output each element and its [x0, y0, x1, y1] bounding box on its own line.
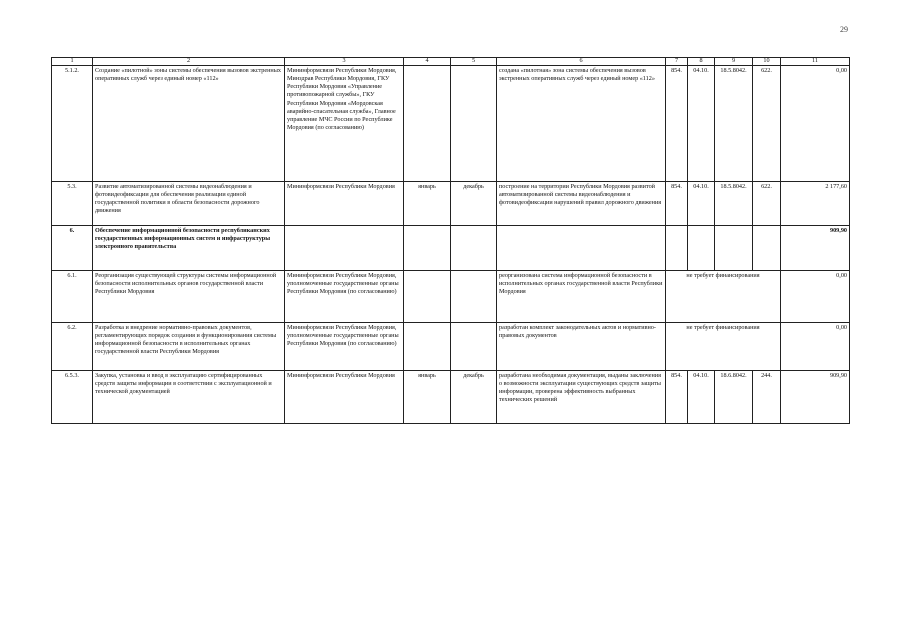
expected-result: создана «пилотная» зона системы обеспечения вызовов экстренных оперативных служб через единый номер «112»: [497, 65, 666, 181]
expected-result: реорганизована система информационной безопасности в исполнительных органах государственной власти Республики Мордовия: [497, 270, 666, 322]
executor: Мининформсвязи Республики Мордовия: [285, 181, 404, 225]
column-header: 5: [451, 58, 497, 66]
row-number: 6.1.: [52, 270, 93, 322]
measure-name: Реорганизация существующей структуры системы информационной безопасности исполнительных органов государственной власти Республики Мордовия: [93, 270, 285, 322]
column-header: 1: [52, 58, 93, 66]
budget-code-10: 622.: [753, 181, 781, 225]
budget-code-7: 854.: [666, 370, 688, 423]
column-header: 4: [404, 58, 451, 66]
start-period: [404, 65, 451, 181]
budget-code-10: [753, 225, 781, 270]
table-row: [52, 322, 850, 370]
budget-code-7: 854.: [666, 181, 688, 225]
budget-code-8: 04.10.: [688, 370, 715, 423]
amount: 2 177,60: [781, 181, 850, 225]
measure-name: Закупка, установка и ввод в эксплуатацию сертифицированных средств защиты информации в соответствии с эксплуатационной и технической документацией: [93, 370, 285, 423]
expected-result: [497, 225, 666, 270]
budget-code-8: [688, 225, 715, 270]
financing-note: не требует финансирования: [666, 322, 781, 370]
column-header: 2: [93, 58, 285, 66]
row-number: 6.: [52, 225, 93, 270]
start-period: [404, 225, 451, 270]
executor: Мининформсвязи Республики Мордовия, уполномоченные государственные органы Республики Мордовия (по согласованию): [285, 270, 404, 322]
executor: [285, 225, 404, 270]
end-period: [451, 322, 497, 370]
budget-code-9: 18.5.8042.: [715, 65, 753, 181]
measure-name: Создание «пилотной» зоны системы обеспечения вызовов экстренных оперативных служб через единый номер «112»: [93, 65, 285, 181]
end-period: декабрь: [451, 370, 497, 423]
row-number: 5.3.: [52, 181, 93, 225]
column-header: 6: [497, 58, 666, 66]
budget-code-9: 18.5.8042.: [715, 181, 753, 225]
executor: Мининформсвязи Республики Мордовия: [285, 370, 404, 423]
table-row: [52, 225, 850, 270]
expected-result: разработана необходимая документация, выданы заключения о возможности эксплуатации существующих средств защиты информации, проверена эффективность выбранных технических решений: [497, 370, 666, 423]
row-number: 5.1.2.: [52, 65, 93, 181]
amount: 909,90: [781, 225, 850, 270]
start-period: [404, 270, 451, 322]
end-period: [451, 225, 497, 270]
column-header: 10: [753, 58, 781, 66]
executor: Мининформсвязи Республики Мордовия, Минздрав Республики Мордовия, ГКУ Республики Мордовия «Управление противопожарной службы», ГКУ Республики Мордовия «Мордовская аварийно-спасательная служба», Главное управление МЧС России по Республике Мордовия (по согласованию): [285, 65, 404, 181]
budget-code-9: 18.6.8042.: [715, 370, 753, 423]
measure-name: Обеспечение информационной безопасности республиканских государственных информационных систем и инфраструктуры электронного правительства: [93, 225, 285, 270]
start-period: январь: [404, 370, 451, 423]
table-row: [52, 181, 850, 225]
budget-code-7: [666, 225, 688, 270]
column-header: 9: [715, 58, 753, 66]
table-row: [52, 270, 850, 322]
measure-name: Развитие автоматизированной системы видеонаблюдения и фотовидеофиксации для обеспечения реализации единой государственной политики в области безопасности дорожного движения: [93, 181, 285, 225]
row-number: 6.5.3.: [52, 370, 93, 423]
executor: Мининформсвязи Республики Мордовия, уполномоченные государственные органы Республики Мордовия (по согласованию): [285, 322, 404, 370]
budget-code-8: 04.10.: [688, 181, 715, 225]
expected-result: разработан комплект законодательных актов и нормативно-правовых документов: [497, 322, 666, 370]
amount: 0,00: [781, 65, 850, 181]
measure-name: Разработка и внедрение нормативно-правовых документов, регламентирующих порядок создания и функционирования системы информационной безопасности в исполнительных органах государственной власти Республики Мордовия: [93, 322, 285, 370]
end-period: декабрь: [451, 181, 497, 225]
table-row: [52, 65, 850, 181]
table-row: [52, 370, 850, 423]
column-header: 7: [666, 58, 688, 66]
start-period: январь: [404, 181, 451, 225]
expected-result: построение на территории Республики Мордовия развитой автоматизированной системы видеонаблюдения и фотовидеофиксации нарушений правил дорожного движения: [497, 181, 666, 225]
column-header: 11: [781, 58, 850, 66]
budget-code-10: 622.: [753, 65, 781, 181]
amount: 909,90: [781, 370, 850, 423]
row-number: 6.2.: [52, 322, 93, 370]
header-row: [52, 58, 850, 66]
column-header: 8: [688, 58, 715, 66]
budget-code-8: 04.10.: [688, 65, 715, 181]
end-period: [451, 270, 497, 322]
financing-note: не требует финансирования: [666, 270, 781, 322]
budget-code-9: [715, 225, 753, 270]
column-header: 3: [285, 58, 404, 66]
page-number: 29: [840, 25, 848, 34]
budget-code-10: 244.: [753, 370, 781, 423]
amount: 0,00: [781, 270, 850, 322]
end-period: [451, 65, 497, 181]
amount: 0,00: [781, 322, 850, 370]
start-period: [404, 322, 451, 370]
budget-code-7: 854.: [666, 65, 688, 181]
program-table: [51, 57, 850, 424]
